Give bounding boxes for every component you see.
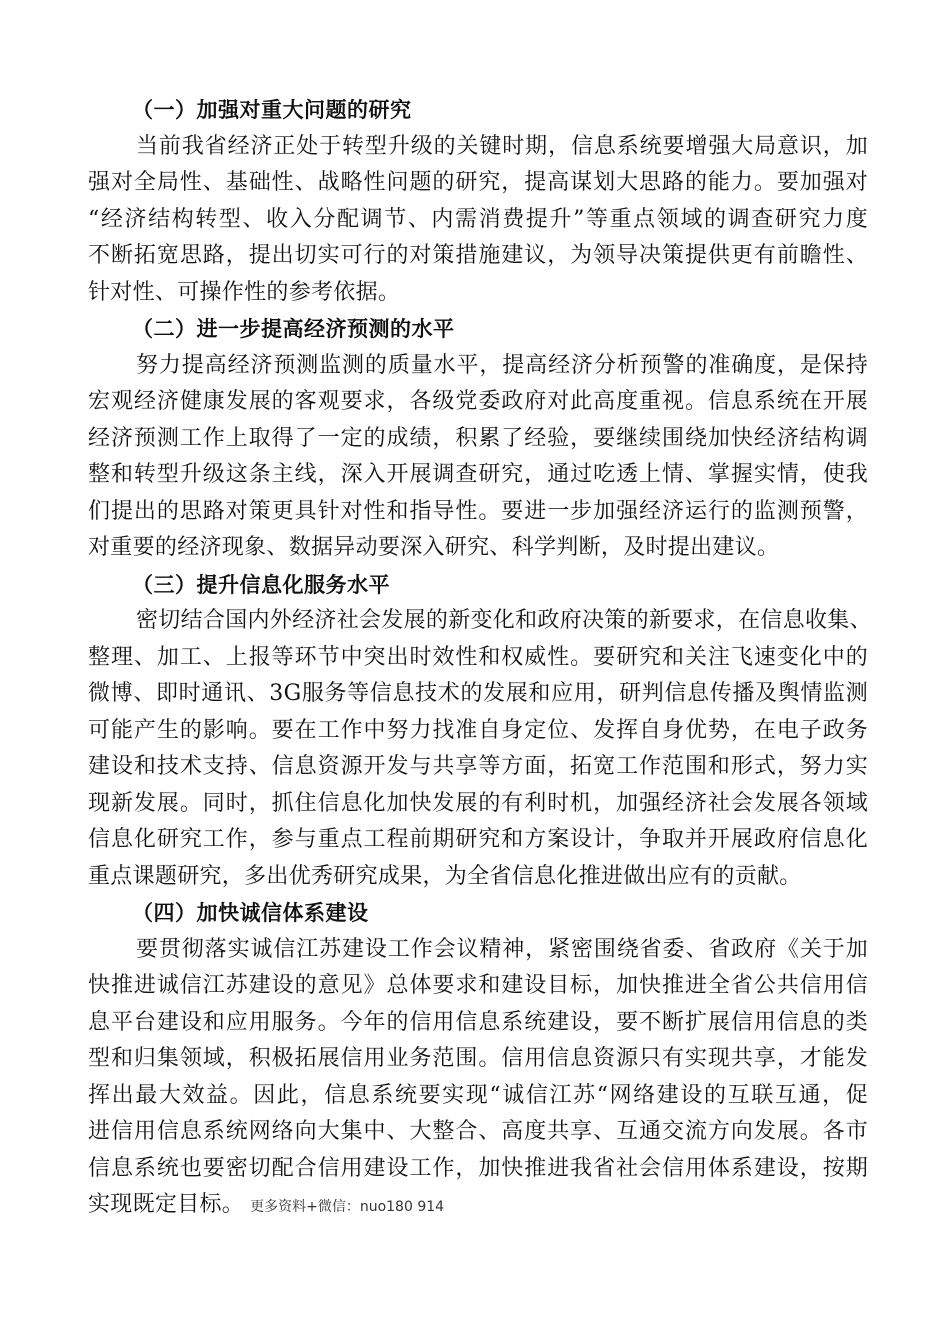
- section-paragraph-2: [88, 348, 868, 567]
- paragraph-line: 息平台建设和应用服务。今年的信用信息系统建设，要不断扩展信用信息的类: [88, 1009, 868, 1035]
- paragraph-line: 信息化研究工作，参与重点工程前期研究和方案设计，争取并开展政府信息化: [88, 827, 868, 852]
- paragraph-line: 重点课题研究，多出优秀研究成果，为全省信息化推进做出应有的贡献。: [88, 863, 802, 889]
- paragraph-line: 努力提高经济预测监测的质量水平，提高经济分析预警的准确度，是保持: [136, 352, 868, 378]
- section-heading-4: （四）加快诚信体系建设: [132, 901, 369, 925]
- section-heading-2: （二）进一步提高经济预测的水平: [132, 317, 455, 341]
- paragraph-last-line: [88, 1187, 868, 1226]
- paragraph-line: 当前我省经济正处于转型升级的关键时期，信息系统要增强大局意识，加: [136, 133, 868, 159]
- paragraph-line-text: 实现既定目标。: [88, 1192, 245, 1217]
- paragraph-line: 进信用信息系统网络向大集中、大整合、高度共享、互通交流方向发展。各市: [88, 1119, 868, 1144]
- section-paragraph-3: [88, 603, 872, 895]
- paragraph-line: 微博、即时通讯、3G服务等信息技术的发展和应用，研判信息传播及舆情监测: [88, 681, 868, 706]
- paragraph-line: 强对全局性、基础性、战略性问题的研究，提高谋划大思路的能力。要加强对: [88, 170, 868, 195]
- contact-footnote: 更多资料+微信：nuo180 914: [250, 1199, 445, 1215]
- section-heading-3: （三）提升信息化服务水平: [132, 572, 390, 597]
- section-heading-1: （一）加强对重大问题的研究: [132, 98, 412, 122]
- paragraph-line: 建设和技术支持、信息资源开发与共享等方面，拓宽工作范围和形式，努力实: [88, 754, 868, 779]
- paragraph-line: 对重要的经济现象、数据异动要深入研究、科学判断，及时提出建议。: [88, 535, 780, 560]
- paragraph-line: 经济预测工作上取得了一定的成绩，积累了经验，要继续围绕加快经济结构调: [88, 425, 868, 451]
- paragraph-line: 信息系统也要密切配合信用建设工作，加快推进我省社会信用体系建设，按期: [88, 1155, 868, 1181]
- paragraph-line: 不断拓宽思路，提出切实可行的对策措施建议，为领导决策提供更有前瞻性、: [88, 243, 868, 268]
- paragraph-line: 现新发展。同时，抓住信息化加快发展的有利时机，加强经济社会发展各领域: [88, 790, 868, 816]
- paragraph-line: 针对性、可操作性的参考依据。: [88, 279, 401, 305]
- section-paragraph-4: [88, 932, 868, 1226]
- paragraph-line: 整和转型升级这条主线，深入开展调查研究，通过吃透上情、掌握实情，使我: [88, 462, 868, 487]
- paragraph-line: 们提出的思路对策更具针对性和指导性。要进一步加强经济运行的监测预警，: [88, 498, 868, 524]
- document-body: [88, 92, 872, 1226]
- paragraph-line: 可能产生的影响。要在工作中努力找准自身定位、发挥自身优势，在电子政务: [88, 717, 868, 743]
- paragraph-line: 型和归集领域，积极拓展信用业务范围。信用信息资源只有实现共享，才能发: [88, 1046, 868, 1071]
- paragraph-line: 宏观经济健康发展的客观要求，各级党委政府对此高度重视。信息系统在开展: [88, 389, 868, 414]
- paragraph-line: 快推进诚信江苏建设的意见》总体要求和建设目标，加快推进全省公共信用信: [88, 973, 868, 998]
- section-paragraph-1: [88, 129, 868, 312]
- paragraph-line: 密切结合国内外经济社会发展的新变化和政府决策的新要求，在信息收集、: [136, 608, 872, 633]
- paragraph-line: 要贯彻落实诚信江苏建设工作会议精神，紧密围绕省委、省政府《关于加: [136, 936, 868, 962]
- paragraph-line: 整理、加工、上报等环节中突出时效性和权威性。要研究和关注飞速变化中的: [88, 644, 868, 670]
- paragraph-line: 挥出最大效益。因此，信息系统要实现“诚信江苏“网络建设的互联互通，促: [88, 1082, 868, 1108]
- paragraph-line: “经济结构转型、收入分配调节、内需消费提升”等重点领域的调查研究力度: [88, 206, 868, 232]
